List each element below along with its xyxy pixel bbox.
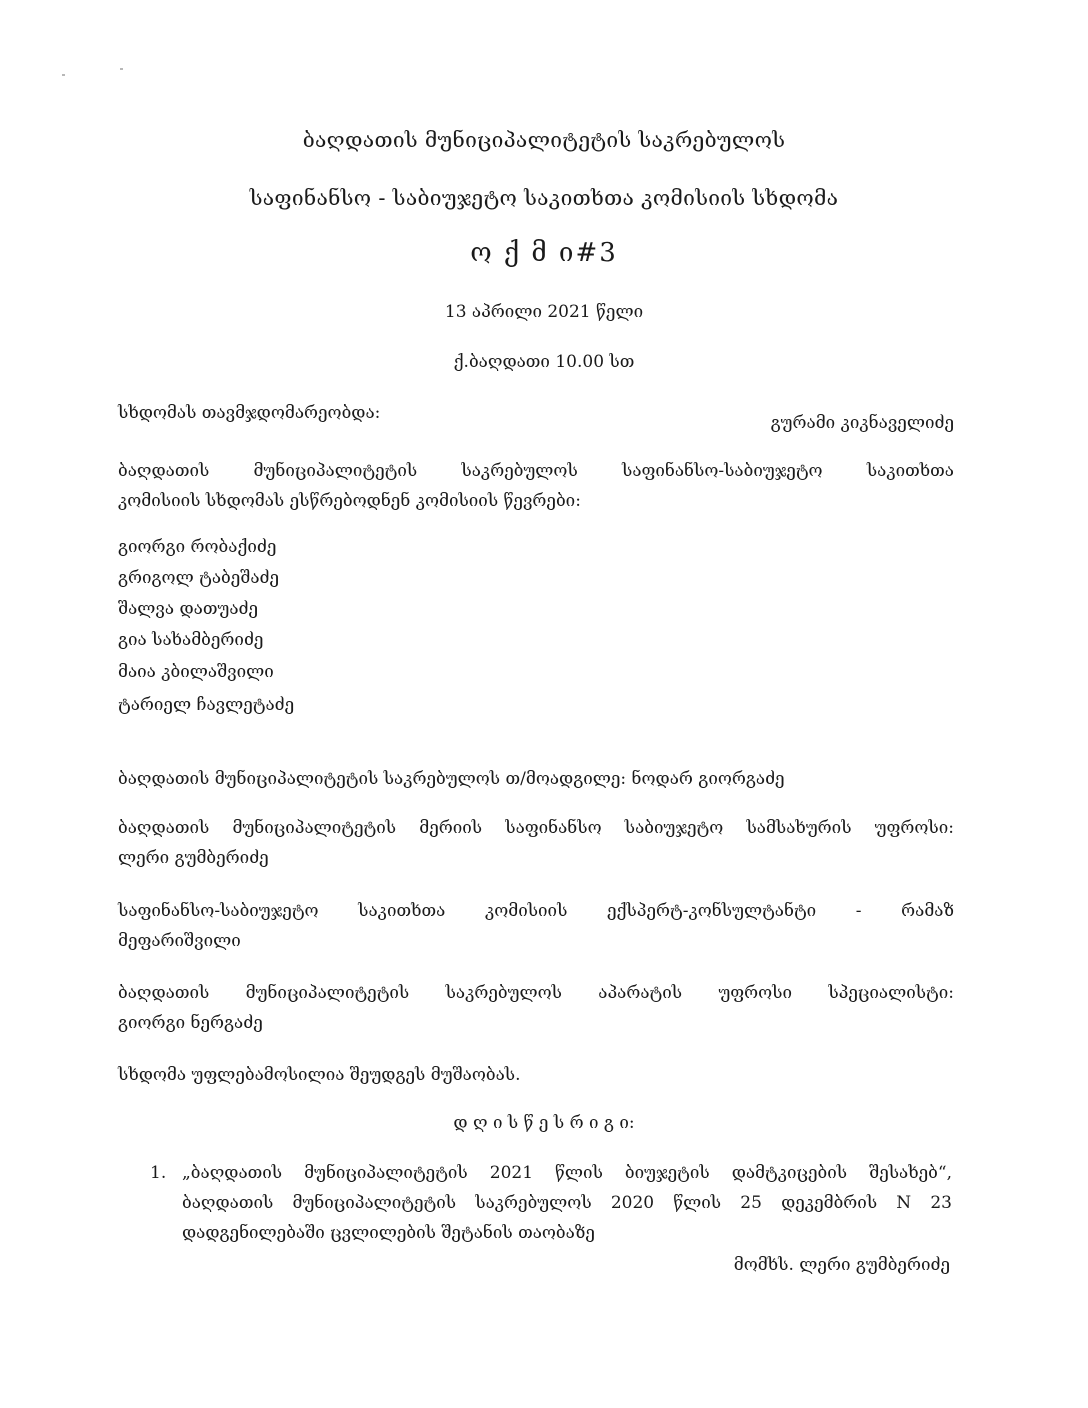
member-name: მაია კბილაშვილი [118,662,274,682]
scan-speck [62,74,65,76]
agenda-item-speaker: მომხს. ლერი გუმბერიძე [733,1255,950,1275]
chair-name: გურამი კიკნაველიძე [770,413,954,433]
members-intro-line-2: კომისიის სხდომას ესწრებოდნენ კომისიის წევრები: [118,491,581,511]
member-name: ტარიელ ჩავლეტაძე [118,695,295,715]
attendee-line: მეფარიშვილი [118,931,241,951]
member-name: შალვა დათუაძე [118,599,259,619]
council-heading: ბაღდათის მუნიციპალიტეტის საკრებულოს [302,128,786,152]
attendee-line: გიორგი ნერგაძე [118,1013,263,1033]
agenda-item-number: 1. [150,1163,167,1183]
protocol-title: ო ქ მ ი#3 [470,238,618,268]
attendee-line: ბაღდათის მუნიციპალიტეტის საკრებულოს აპარატის უფროსი სპეციალისტი: [118,983,954,1003]
commission-heading: საფინანსო - საბიუჯეტო საკითხთა კომისიის სხდომა [249,186,839,210]
member-name: გრიგოლ ტაბეშაძე [118,568,280,588]
member-name: გია სახამბერიძე [118,630,264,650]
attendee-line: საფინანსო-საბიუჯეტო საკითხთა კომისიის ექსპერტ-კონსულტანტი - რამაზ [118,901,954,921]
attendee-line: ბაღდათის მუნიციპალიტეტის საკრებულოს თ/მოადგილე: ნოდარ გიორგაძე [118,769,785,789]
meeting-date: 13 აპრილი 2021 წელი [444,302,644,322]
chair-label: სხდომას თავმჯდომარეობდა: [118,403,381,423]
meeting-place-time: ქ.ბაღდათი 10.00 სთ [453,352,635,372]
agenda-item-line: „ბაღდათის მუნიციპალიტეტის 2021 წლის ბიუჯეტის დამტკიცების შესახებ“, [182,1163,952,1183]
attendee-line: ლერი გუმბერიძე [118,848,269,868]
member-name: გიორგი რობაქიძე [118,537,277,557]
members-intro-line-1: ბაღდათის მუნიციპალიტეტის საკრებულოს საფინანსო-საბიუჯეტო საკითხთა [118,461,954,481]
agenda-item-line: დადგენილებაში ცვლილების შეტანის თაობაზე [182,1223,595,1243]
attendee-line: ბაღდათის მუნიციპალიტეტის მერიის საფინანსო საბიუჯეტო სამსახურის უფროსი: [118,818,954,838]
quorum-statement: სხდომა უფლებამოსილია შეუდგეს მუშაობას. [118,1065,521,1085]
agenda-heading: დ ღ ი ს წ ე ს რ ი გ ი: [453,1113,635,1133]
agenda-item-line: ბაღდათის მუნიციპალიტეტის საკრებულოს 2020 წლის 25 დეკემბრის N 23 [182,1193,952,1213]
scan-speck [120,68,123,70]
